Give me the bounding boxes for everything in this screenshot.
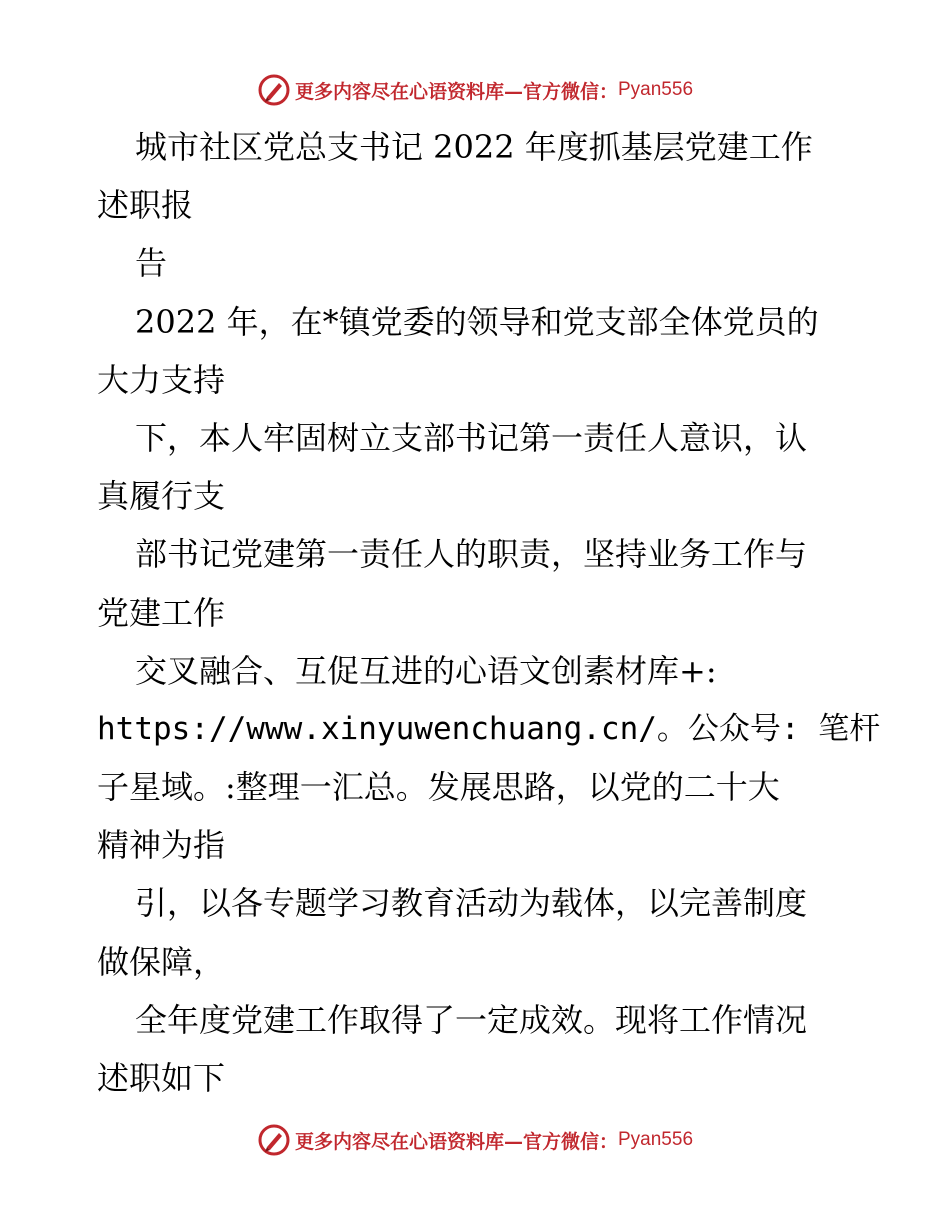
- banner-text: 更多内容尽在心语资料库—官方微信：: [294, 1130, 618, 1153]
- pen-logo-icon: [257, 73, 291, 107]
- banner-wechat-id: Pyan556: [618, 79, 694, 100]
- text-line: 述职报: [97, 186, 194, 225]
- pen-logo-icon: [257, 1123, 291, 1157]
- text-line: 述职如下: [97, 1059, 226, 1097]
- text-line: 做保障，: [97, 942, 226, 981]
- text-line: 党建工作: [97, 593, 226, 632]
- text-line: 部书记党建第一责任人的职责，坚持业务工作与: [135, 535, 808, 574]
- text-line: 城市社区党总支书记 2022 年度抓基层党建工作: [135, 128, 813, 166]
- banner-wechat-id: Pyan556: [618, 1129, 694, 1150]
- text-line: 下，本人牢固树立支部书记第一责任人意识，认: [135, 418, 808, 457]
- text-line: 真履行支: [97, 477, 226, 516]
- text-line: 大力支持: [97, 360, 226, 399]
- text-line: 子星域。:整理一汇总。发展思路，以党的二十大: [97, 768, 780, 807]
- text-line-url: https://www.xinyuwenchuang.cn/。公众号: 笔杆: [97, 710, 881, 747]
- header-watermark-banner: [0, 70, 950, 110]
- text-line: 交叉融合、互促互进的心语文创素材库+:: [135, 651, 717, 690]
- document-body: [97, 118, 881, 1107]
- text-line: 精神为指: [97, 826, 226, 865]
- text-line: 告: [135, 244, 168, 283]
- text-line: 2022 年，在*镇党委的领导和党支部全体党员的: [135, 302, 819, 341]
- text-line: 引，以各专题学习教育活动为载体，以完善制度: [135, 884, 808, 923]
- banner-text: 更多内容尽在心语资料库—官方微信：: [294, 80, 618, 103]
- footer-watermark-banner: [0, 1120, 950, 1160]
- text-line: 全年度党建工作取得了一定成效。现将工作情况: [135, 1000, 808, 1039]
